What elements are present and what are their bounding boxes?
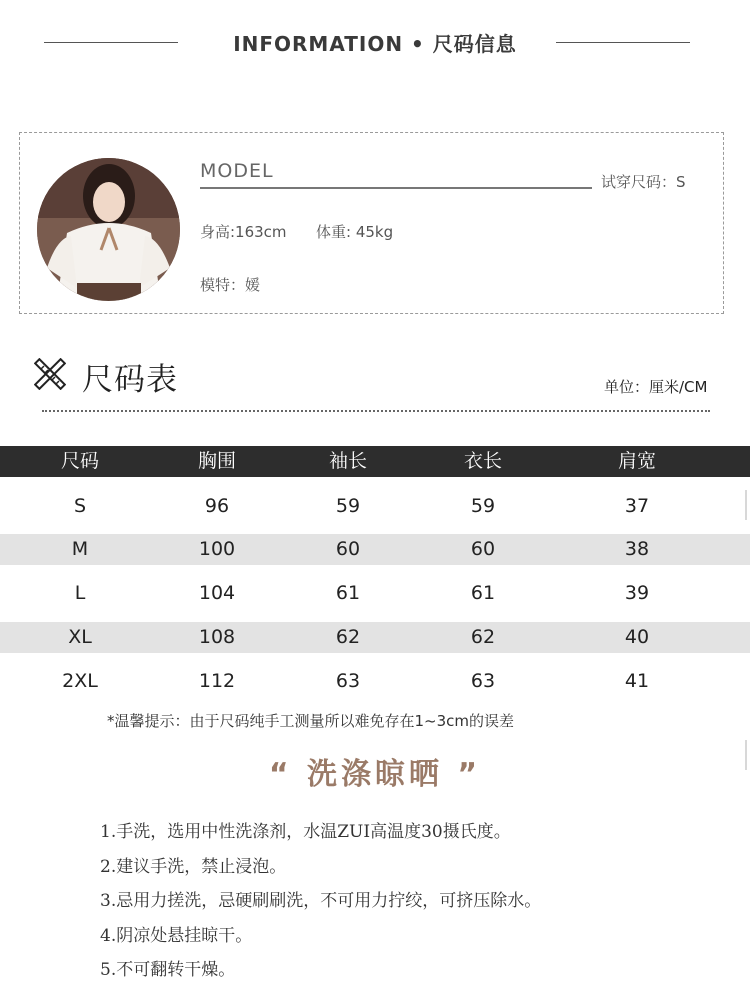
cell-length: 60 bbox=[470, 538, 496, 560]
cell-sleeve: 62 bbox=[335, 626, 361, 648]
cell-shoulder: 37 bbox=[624, 495, 650, 517]
washing-title: “ 洗涤晾晒 ” bbox=[268, 757, 482, 792]
cell-shoulder: 39 bbox=[624, 582, 650, 604]
cell-length: 59 bbox=[470, 495, 496, 517]
table-row bbox=[0, 491, 750, 522]
cell-shoulder: 40 bbox=[624, 626, 650, 648]
list-item: 3.忌用力搓洗，忌硬刷刷洗，不可用力拧绞，可挤压除水。 bbox=[100, 891, 542, 911]
cell-chest: 96 bbox=[204, 495, 230, 517]
table-row bbox=[0, 578, 750, 609]
cell-chest: 108 bbox=[198, 626, 236, 648]
cell-length: 63 bbox=[470, 670, 496, 692]
measurement-tip: *温馨提示：由于尺码纯手工测量所以难免存在1~3cm的误差 bbox=[107, 712, 515, 730]
cell-chest: 112 bbox=[198, 670, 236, 692]
column-header-length: 衣长 bbox=[463, 450, 502, 472]
cell-size: S bbox=[73, 495, 87, 517]
column-header-size: 尺码 bbox=[60, 450, 99, 472]
cell-sleeve: 59 bbox=[335, 495, 361, 517]
column-header-sleeve: 袖长 bbox=[328, 450, 367, 472]
header-rule-right bbox=[556, 42, 690, 43]
header-rule-left bbox=[44, 42, 178, 43]
list-item: 1.手洗，选用中性洗涤剂，水温ZUI高温度30摄氏度。 bbox=[100, 822, 511, 842]
edge-mark bbox=[745, 490, 747, 520]
list-item: 5.不可翻转干燥。 bbox=[100, 960, 236, 980]
cell-shoulder: 41 bbox=[624, 670, 650, 692]
cell-chest: 100 bbox=[198, 538, 236, 560]
list-item: 2.建议手洗，禁止浸泡。 bbox=[100, 856, 287, 877]
cell-sleeve: 60 bbox=[335, 538, 361, 560]
washing-instructions bbox=[100, 815, 541, 988]
cell-length: 61 bbox=[470, 582, 496, 604]
column-header-shoulder: 肩宽 bbox=[617, 450, 656, 472]
column-header-chest: 胸围 bbox=[197, 450, 236, 472]
cell-size: XL bbox=[68, 626, 92, 648]
table-row bbox=[0, 622, 750, 653]
model-name: 模特：媛 bbox=[200, 276, 261, 294]
cell-shoulder: 38 bbox=[624, 538, 650, 560]
edge-mark bbox=[745, 740, 747, 770]
size-table-header bbox=[0, 446, 750, 477]
model-photo bbox=[37, 158, 180, 301]
cell-size: M bbox=[71, 538, 89, 560]
cell-size: L bbox=[74, 582, 86, 604]
cell-sleeve: 63 bbox=[335, 670, 361, 692]
cell-length: 62 bbox=[470, 626, 496, 648]
section-title-information: INFORMATION • 尺码信息 bbox=[233, 32, 517, 56]
list-item: 4.阴凉处悬挂晾干。 bbox=[100, 925, 253, 946]
table-row bbox=[0, 666, 750, 697]
size-chart-title: 尺码表 bbox=[82, 362, 178, 398]
model-label: MODEL bbox=[200, 160, 274, 182]
unit-label: 单位：厘米/CM bbox=[604, 378, 708, 396]
model-underline bbox=[200, 187, 592, 189]
cell-size: 2XL bbox=[62, 670, 98, 692]
cell-chest: 104 bbox=[198, 582, 236, 604]
cell-sleeve: 61 bbox=[335, 582, 361, 604]
table-row bbox=[0, 534, 750, 565]
try-size: 试穿尺码：S bbox=[601, 173, 686, 191]
ruler-pencil-cross-icon bbox=[34, 358, 66, 390]
model-weight: 体重: 45kg bbox=[316, 223, 394, 241]
dotted-divider bbox=[42, 410, 710, 412]
model-height: 身高:163cm bbox=[200, 223, 287, 241]
